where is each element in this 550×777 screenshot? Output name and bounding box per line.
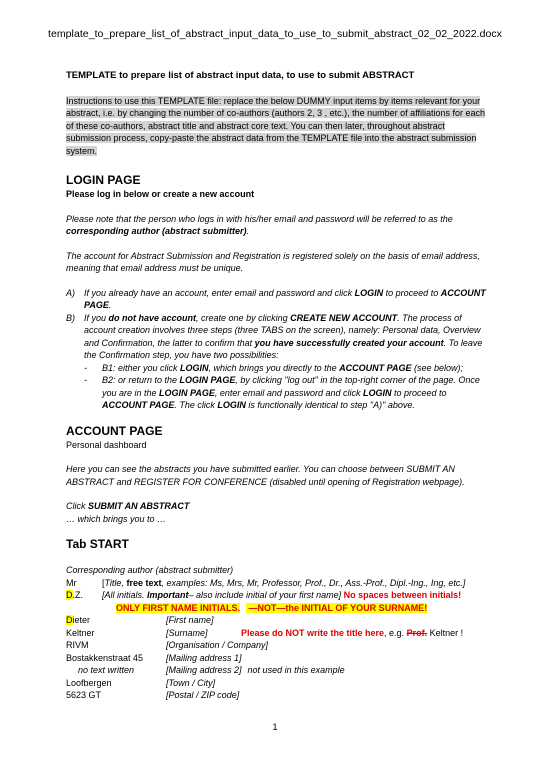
organisation-description: [Organisation / Company] <box>166 640 269 650</box>
row-mailing-2 <box>66 664 486 677</box>
surname-value: Keltner <box>66 627 95 638</box>
surname-description: [Surname] <box>166 627 208 638</box>
organisation-value: RIVM <box>66 640 89 650</box>
login-step-b1: - B1: either you click LOGIN, which brings you directly to the ACCOUNT PAGE (see below); <box>84 362 463 373</box>
initials-description: [All initials. Important– also include initial of your first name] No spaces between initials! <box>102 590 462 600</box>
mailing-1-value: Bostakkenstraat 45 <box>66 652 144 663</box>
postal-value: 5623 GT <box>66 690 102 700</box>
corresponding-author-label: Corresponding author (abstract submitter) <box>66 565 234 575</box>
row-town <box>66 677 486 690</box>
title-value: Mr <box>66 577 77 588</box>
account-para-1: Here you can see the abstracts you have submitted earlier. You can choose between SUBMIT AN ABSTRACT and REGISTER FOR CONFERENCE (disabled until opening of Registration webpage). <box>66 464 465 487</box>
town-value: Loofbergen <box>66 677 112 688</box>
mailing-1-description: [Mailing address 1] <box>166 652 242 663</box>
account-brings-you: … which brings you to … <box>66 513 167 524</box>
initials-value: D.Z. <box>66 590 83 600</box>
login-step-b2: - B2: or return to the LOGIN PAGE, by clicking "log out" in the top-right corner of the page. Once you are in the LOGIN PAGE, enter email and password and click LOGIN to proceed to ACCOUNT PAGE. The click LOGIN is functionally identical to step "A)" above. <box>84 375 480 410</box>
row-initials-note: ONLY FIRST NAME INITIALS. —NOT—the INITIAL OF YOUR SURNAME! <box>116 602 428 613</box>
login-step-b: B) If you do not have account, create one by clicking CREATE NEW ACCOUNT. The process of account creation involves three steps (three TABS on the screen), namely: Personal data, Overview and Confirmation, the latter to confirm that you have successfully created your account. To leave the Confirmation step, you have two possibilities: <box>66 312 483 360</box>
title-description: [Title, free text, examples: Ms, Mrs, Mr, Professor, Prof., Dr., Ass.-Prof., Dipl.-Ing., Ing, etc.] <box>102 577 466 588</box>
mailing-2-value: no text written <box>78 665 135 675</box>
row-first-name <box>66 614 486 627</box>
login-subheading: Please log in below or create a new account <box>66 189 255 199</box>
town-description: [Town / City] <box>166 677 216 688</box>
document-filename: template_to_prepare_list_of_abstract_input_data_to_use_to_submit_abstract_02_02_2022.docx <box>48 28 502 40</box>
login-para-2: The account for Abstract Submission and Registration is registered solely on the basis of email address, meaning that email address must be unique. <box>66 250 480 273</box>
surname-note: Please do NOT write the title here, e.g. Prof. Keltner ! <box>241 627 464 638</box>
instructions-text: Instructions to use this TEMPLATE file: replace the below DUMMY input items by items relevant for your abstract, i.e. by changing the number of co-authors (authors 2, 3 , etc.), the number of affiliations for each of these co-authors, abstract title and abstract core text. You can then later, throughout abstract submission process, copy-paste the abstract data from the TEMPLATE file into the abstract submission system. <box>66 95 486 156</box>
row-surname <box>66 627 486 640</box>
row-initials <box>66 589 486 602</box>
row-postal <box>66 689 486 702</box>
tab-start-heading: Tab START <box>66 537 129 551</box>
row-title <box>66 577 486 590</box>
instructions-paragraph <box>66 95 486 158</box>
row-organisation <box>66 639 486 652</box>
account-subheading: Personal dashboard <box>66 439 147 450</box>
postal-description: [Postal / ZIP code] <box>166 690 240 700</box>
login-step-a: A) If you already have an account, enter email and password and click LOGIN to proceed to ACCOUNT PAGE. <box>66 287 486 310</box>
page-number: 1 <box>272 722 278 733</box>
mailing-2-description: [Mailing address 2] <box>166 665 242 675</box>
document-body <box>66 70 486 702</box>
login-para-1: Please note that the person who logs in with his/her email and password will be referred to as the corresponding author (abstract submitter). <box>66 213 453 236</box>
template-title: TEMPLATE to prepare list of abstract input data, to use to submit ABSTRACT <box>66 70 415 81</box>
login-heading: LOGIN PAGE <box>66 173 141 187</box>
account-click-instruction: Click SUBMIT AN ABSTRACT <box>66 501 190 511</box>
first-name-value: Dieter <box>66 615 91 625</box>
first-name-description: [First name] <box>166 615 214 625</box>
mailing-2-note: not used in this example <box>247 665 345 675</box>
row-mailing-1 <box>66 652 486 665</box>
account-heading: ACCOUNT PAGE <box>66 423 163 438</box>
